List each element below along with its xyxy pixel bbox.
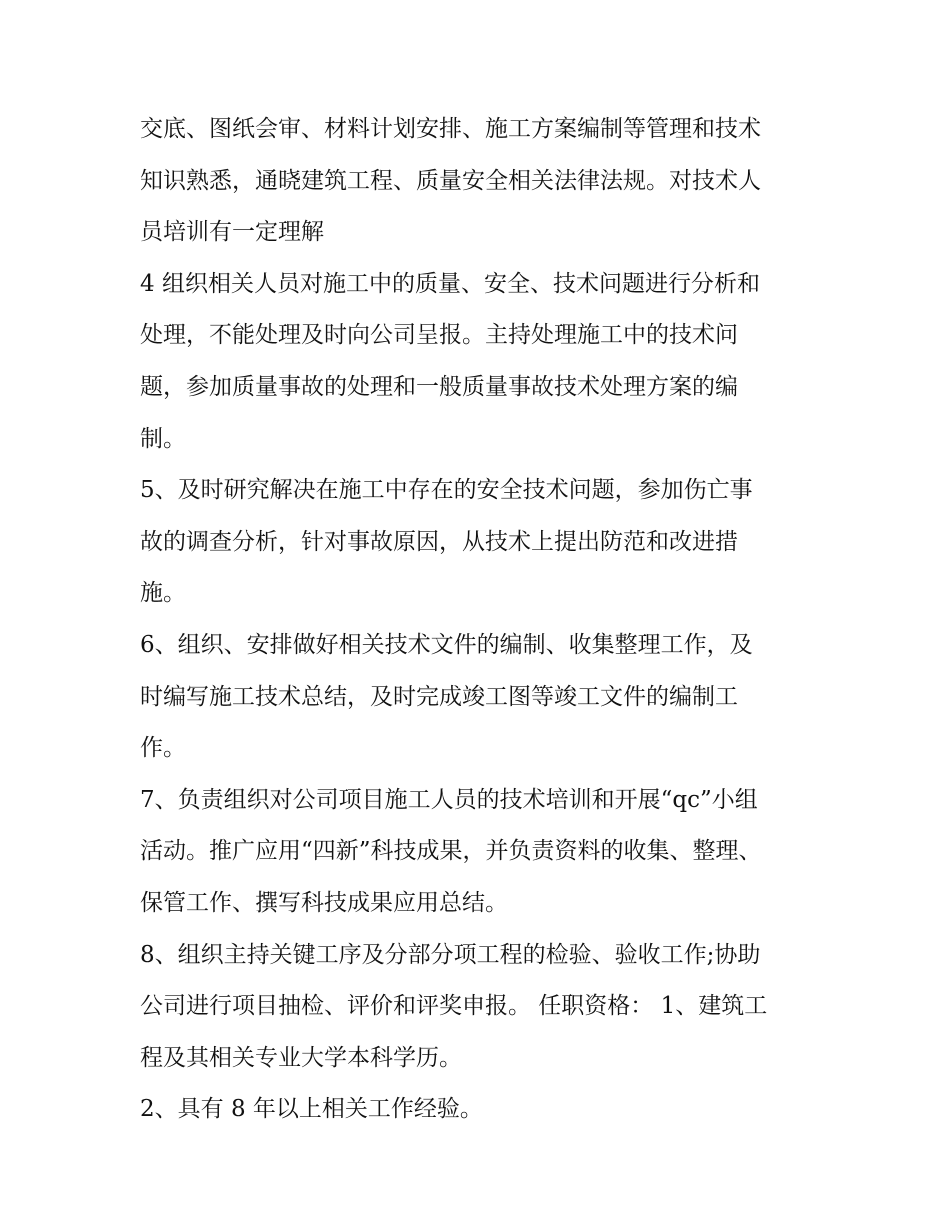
text-line: 时编写施工技术总结，及时完成竣工图等竣工文件的编制工 [140,683,738,710]
text-line: 公司进行项目抽检、评价和评奖申报。 任职资格： 1、建筑工 [140,993,768,1020]
text-line: 5、及时研究解决在施工中存在的安全技术问题，参加伤亡事 [140,477,753,504]
text-line: 8、组织主持关键工序及分部分项工程的检验、验收工作;协助 [140,941,761,968]
text-line: 程及其相关专业大学本科学历。 [140,1044,462,1071]
text-line: 作。 [140,735,186,762]
text-line: 4 组织相关人员对施工中的质量、安全、技术问题进行分析和 [140,270,760,297]
text-line: 活动。推广应用“四新”科技成果，并负责资料的收集、整理、 [140,838,762,865]
text-line: 保管工作、撰写科技成果应用总结。 [140,889,508,916]
text-line: 交底、图纸会审、材料计划安排、施工方案编制等管理和技术 [140,116,761,142]
text-line: 故的调查分析，针对事故原因，从技术上提出防范和改进措 [140,528,738,555]
text-line: 知识熟悉，通晓建筑工程、质量安全相关法律法规。对技术人 [140,167,761,194]
text-line: 7、负责组织对公司项目施工人员的技术培训和开展“qc”小组 [140,786,758,813]
text-line: 6、组织、安排做好相关技术文件的编制、收集整理工作，及 [140,631,753,658]
text-line: 处理，不能处理及时向公司呈报。主持处理施工中的技术问 [140,322,738,349]
document-body [140,104,820,1136]
text-line: 题，参加质量事故的处理和一般质量事故技术处理方案的编 [140,373,738,400]
text-line: 2、具有 8 年以上相关工作经验。 [140,1096,483,1123]
text-line: 制。 [140,425,186,452]
text-line: 员培训有一定理解 [140,219,324,246]
text-line: 施。 [140,580,186,607]
